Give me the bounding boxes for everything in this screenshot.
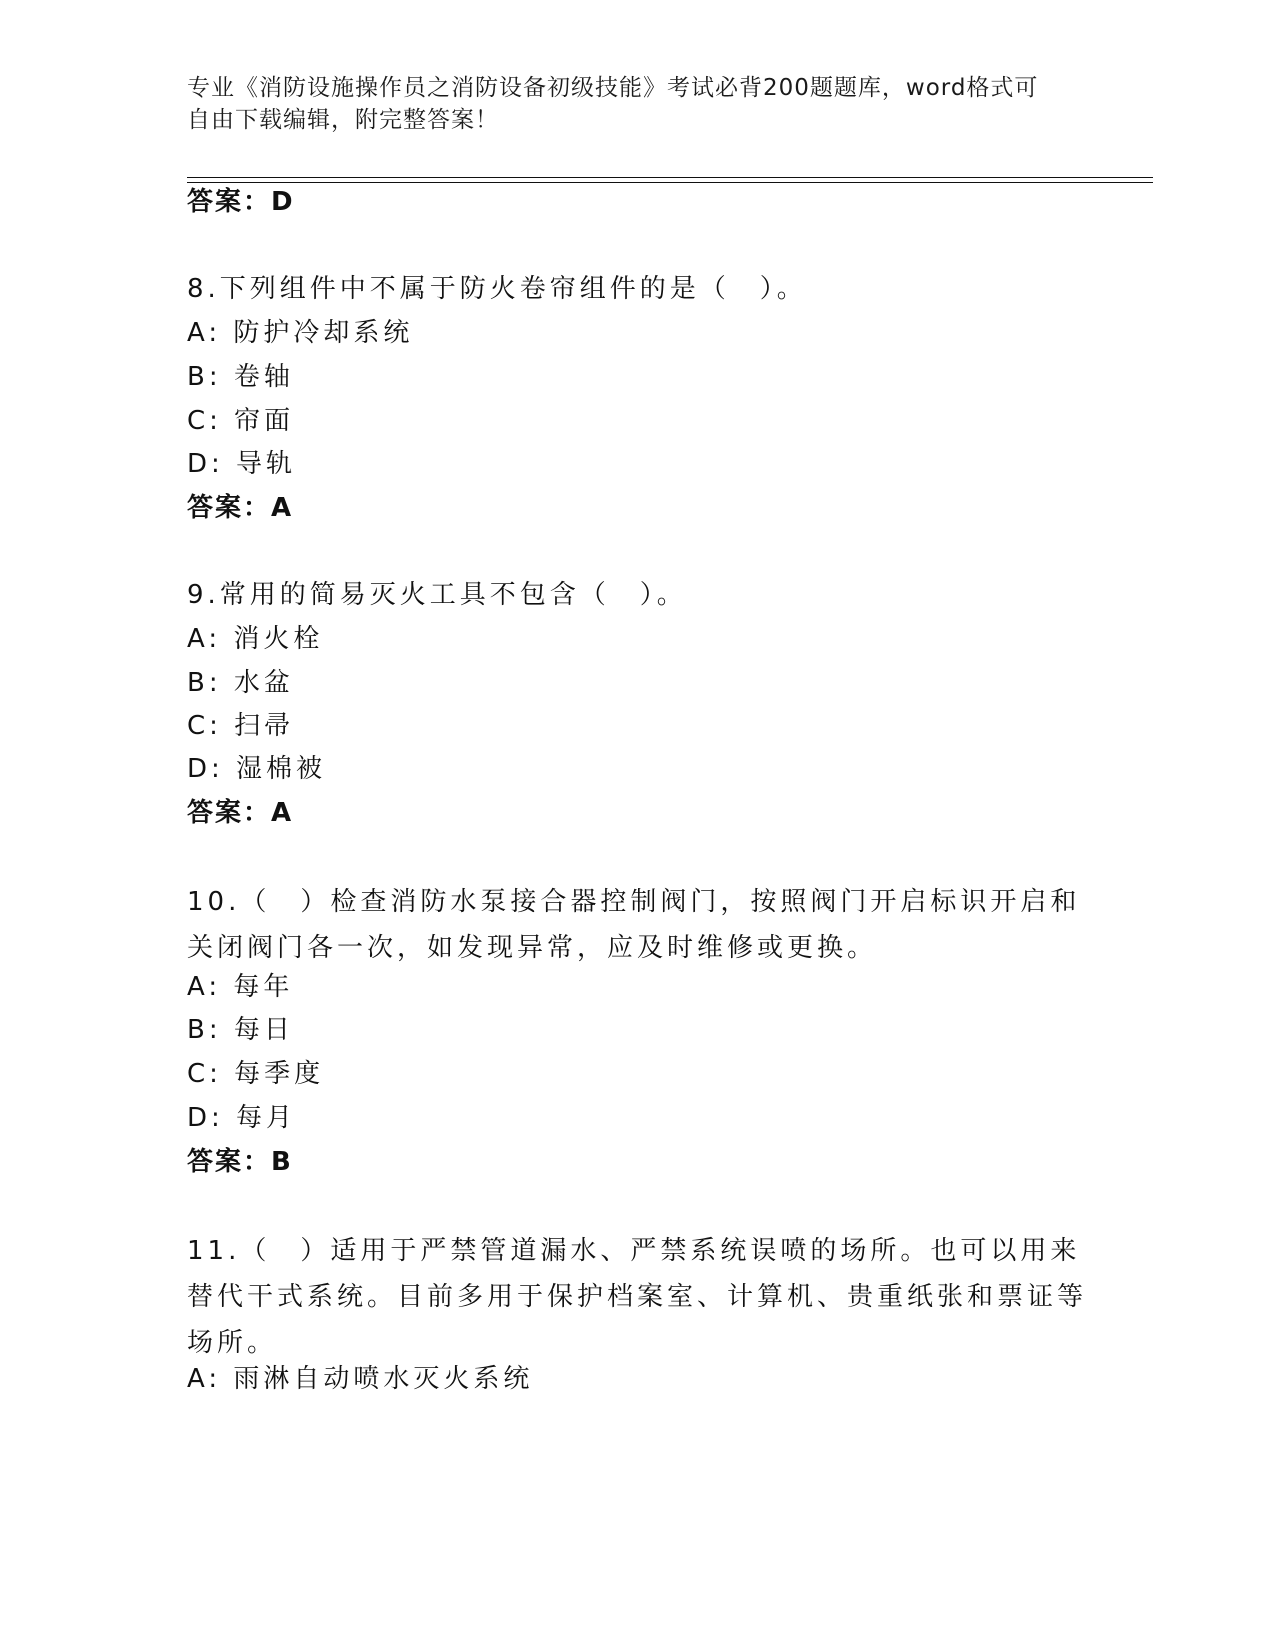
question-10-option-c: C: 每季度 [187,1059,325,1089]
question-10-option-d: D: 每月 [187,1103,297,1133]
header-line-2: 自由下载编辑，附完整答案！ [187,107,499,133]
question-8-stem: 8.下列组件中不属于防火卷帘组件的是（ ）。 [187,274,807,304]
question-11-stem: 11.（ ）适用于严禁管道漏水、严禁系统误喷的场所。也可以用来替代干式系统。目前多用于保护档案室、计算机、贵重纸张和票证等场所。 [187,1236,1088,1358]
header-line-1: 专业《消防设施操作员之消防设备初级技能》考试必背200题题库，word格式可 [187,75,1039,101]
question-9-answer: 答案：A [187,798,294,828]
question-10-option-a: A: 每年 [187,972,294,1002]
document-header [187,72,1087,136]
question-8-option-d: D: 导轨 [187,449,297,479]
answer-prev: 答案：D [187,187,295,217]
question-10-option-b: B: 每日 [187,1015,294,1045]
header-divider-top [187,177,1153,178]
question-8-answer: 答案：A [187,493,294,523]
question-9-option-b: B: 水盆 [187,668,294,698]
question-10-stem: 10.（ ）检查消防水泵接合器控制阀门，按照阀门开启标识开启和关闭阀门各一次，如发现异常，应及时维修或更换。 [187,887,1081,963]
question-9-option-d: D: 湿棉被 [187,754,327,784]
question-9-option-a: A: 消火栓 [187,624,324,654]
question-9-option-c: C: 扫帚 [187,711,295,741]
question-8-option-c: C: 帘面 [187,406,295,436]
question-8-option-b: B: 卷轴 [187,362,294,392]
header-divider-bottom [187,182,1153,183]
question-10-answer: 答案：B [187,1147,293,1177]
question-9-stem: 9.常用的简易灭火工具不包含（ ）。 [187,580,687,610]
question-11-option-a: A: 雨淋自动喷水灭火系统 [187,1364,534,1394]
question-8-option-a: A: 防护冷却系统 [187,318,414,348]
